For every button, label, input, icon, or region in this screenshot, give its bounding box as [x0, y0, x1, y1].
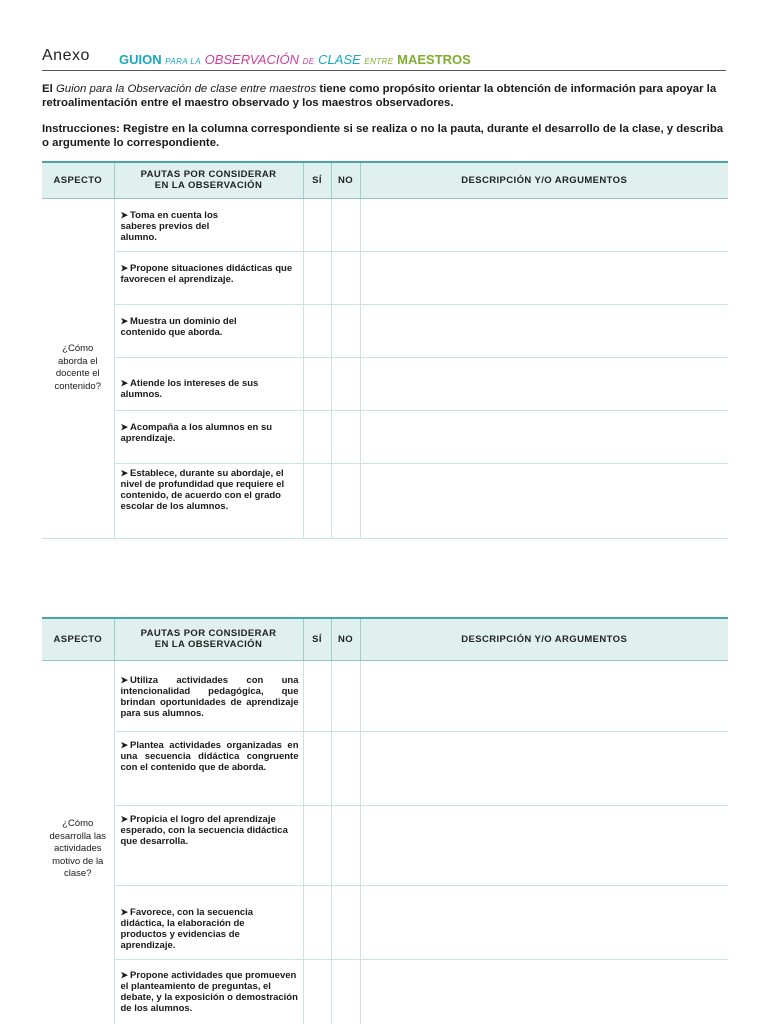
si-checkbox-cell[interactable] [303, 731, 331, 805]
table-row [42, 731, 728, 805]
description-field[interactable] [360, 357, 728, 410]
arrow-icon: ➤ [120, 262, 129, 273]
si-checkbox-cell[interactable] [303, 251, 331, 304]
table-row [42, 959, 728, 1024]
table-row [42, 805, 728, 885]
intro-prefix: El [42, 83, 56, 95]
pauta-cell [114, 251, 303, 304]
table-row [42, 885, 728, 959]
pauta-text: Propicia el logro del aprendizaje esperado, con la secuencia didáctica que desarrolla. [120, 813, 288, 847]
arrow-icon: ➤ [120, 739, 129, 750]
header-no: NO [331, 618, 360, 660]
header-aspecto: ASPECTO [42, 162, 114, 198]
header-si: SÍ [303, 618, 331, 660]
instructions-paragraph: Instrucciones: Registre en la columna correspondiente si se realiza o no la pauta, durante el desarrollo de la clase, y describa o argumente lo correspondiente. [42, 123, 724, 149]
pauta-cell [114, 660, 303, 731]
description-field[interactable] [360, 251, 728, 304]
arrow-icon: ➤ [120, 467, 129, 478]
arrow-icon: ➤ [120, 969, 129, 980]
si-checkbox-cell[interactable] [303, 198, 331, 251]
pauta-text: Acompaña a los alumnos en su aprendizaje. [120, 421, 273, 444]
table-row [42, 463, 728, 538]
pauta-cell [114, 463, 303, 538]
si-checkbox-cell[interactable] [303, 410, 331, 463]
description-field[interactable] [360, 805, 728, 885]
aspect-text: ¿Cómo desarrolla las actividades motivo de la clase? [49, 818, 106, 880]
header-descripcion: DESCRIPCIÓN Y/O ARGUMENTOS [360, 162, 728, 198]
si-checkbox-cell[interactable] [303, 463, 331, 538]
header-pautas-line2: EN LA OBSERVACIÓN [154, 639, 263, 651]
table-row [42, 357, 728, 410]
si-checkbox-cell[interactable] [303, 959, 331, 1024]
description-field[interactable] [360, 198, 728, 251]
pauta-text: Favorece, con la secuencia didáctica, la elaboración de productos y evidencias de aprendizaje. [120, 906, 254, 952]
si-checkbox-cell[interactable] [303, 805, 331, 885]
table-row [42, 410, 728, 463]
si-checkbox-cell[interactable] [303, 357, 331, 410]
title-entre: ENTRE [364, 57, 394, 66]
pauta-cell [114, 410, 303, 463]
pauta-text: Utiliza actividades con una intencionalidad pedagógica, que brindan oportunidades de aprendizaje para sus alumnos. [120, 674, 299, 720]
pauta-cell [114, 198, 303, 251]
table-row [42, 198, 728, 251]
description-field[interactable] [360, 463, 728, 538]
pauta-text: Toma en cuenta los saberes previos del alumno. [120, 209, 219, 243]
pauta-text: Plantea actividades organizadas en una secuencia didáctica congruente con el contenido que de aborda. [120, 739, 299, 773]
pauta-text: Establece, durante su abordaje, el nivel de profundidad que requiere el contenido, de acuerdo con el grado escolar de los alumnos. [120, 467, 285, 513]
description-field[interactable] [360, 731, 728, 805]
no-checkbox-cell[interactable] [331, 251, 360, 304]
observation-table-1 [42, 161, 728, 539]
pauta-text: Propone actividades que promueven el planteamiento de preguntas, el debate, y la exposición o demostración de los alumnos. [120, 969, 298, 1015]
description-field[interactable] [360, 959, 728, 1024]
title-para-la: PARA LA [165, 57, 201, 66]
intro-guide-name: Guion para la Observación de clase entre maestros [55, 83, 317, 95]
no-checkbox-cell[interactable] [331, 959, 360, 1024]
arrow-icon: ➤ [120, 421, 129, 432]
si-checkbox-cell[interactable] [303, 304, 331, 357]
si-checkbox-cell[interactable] [303, 885, 331, 959]
observation-table-2 [42, 617, 728, 1024]
arrow-icon: ➤ [120, 813, 129, 824]
pauta-cell [114, 731, 303, 805]
description-field[interactable] [360, 885, 728, 959]
no-checkbox-cell[interactable] [331, 410, 360, 463]
annex-label: Anexo [42, 47, 90, 64]
title-de: DE [302, 57, 315, 66]
description-field[interactable] [360, 304, 728, 357]
no-checkbox-cell[interactable] [331, 198, 360, 251]
header-pautas-line1: PAUTAS POR CONSIDERAR [140, 169, 277, 181]
title-maestros: MAESTROS [397, 52, 471, 67]
header-si: SÍ [303, 162, 331, 198]
pauta-cell [114, 885, 303, 959]
table-row [42, 304, 728, 357]
aspect-cell [42, 198, 114, 538]
aspect-text: ¿Cómo aborda el docente el contenido? [54, 343, 101, 392]
intro-suffix: tiene como propósito orientar la obtención de información para apoyar la retroalimentación entre el maestro observado y los maestros observadores. [42, 83, 717, 109]
guide-title [119, 52, 471, 67]
intro-paragraph [42, 83, 722, 110]
header-pautas-line2: EN LA OBSERVACIÓN [154, 180, 263, 192]
table-header-row [42, 162, 728, 198]
no-checkbox-cell[interactable] [331, 357, 360, 410]
description-field[interactable] [360, 660, 728, 731]
table-row [42, 251, 728, 304]
header-pautas [114, 618, 303, 660]
pauta-text: Muestra un dominio del contenido que aborda. [120, 315, 237, 338]
title-clase: CLASE [318, 52, 361, 67]
header-descripcion: DESCRIPCIÓN Y/O ARGUMENTOS [360, 618, 728, 660]
arrow-icon: ➤ [120, 906, 129, 917]
header-no: NO [331, 162, 360, 198]
no-checkbox-cell[interactable] [331, 885, 360, 959]
header-aspecto: ASPECTO [42, 618, 114, 660]
si-checkbox-cell[interactable] [303, 660, 331, 731]
pauta-cell [114, 357, 303, 410]
title-guion: GUION [119, 52, 162, 67]
pauta-text: Propone situaciones didácticas que favorecen el aprendizaje. [120, 262, 293, 285]
no-checkbox-cell[interactable] [331, 304, 360, 357]
table-row [42, 660, 728, 731]
pauta-cell [114, 805, 303, 885]
pauta-cell [114, 959, 303, 1024]
annex-header [42, 46, 726, 71]
header-pautas [114, 162, 303, 198]
no-checkbox-cell[interactable] [331, 731, 360, 805]
no-checkbox-cell[interactable] [331, 463, 360, 538]
no-checkbox-cell[interactable] [331, 805, 360, 885]
description-field[interactable] [360, 410, 728, 463]
title-observacion: OBSERVACIÓN [204, 52, 299, 67]
aspect-cell [42, 660, 114, 1024]
arrow-icon: ➤ [120, 674, 129, 685]
pauta-cell [114, 304, 303, 357]
table-header-row [42, 618, 728, 660]
no-checkbox-cell[interactable] [331, 660, 360, 731]
arrow-icon: ➤ [120, 315, 129, 326]
arrow-icon: ➤ [120, 209, 129, 220]
header-pautas-line1: PAUTAS POR CONSIDERAR [140, 628, 277, 640]
arrow-icon: ➤ [120, 377, 129, 388]
pauta-text: Atiende los intereses de sus alumnos. [120, 377, 259, 400]
